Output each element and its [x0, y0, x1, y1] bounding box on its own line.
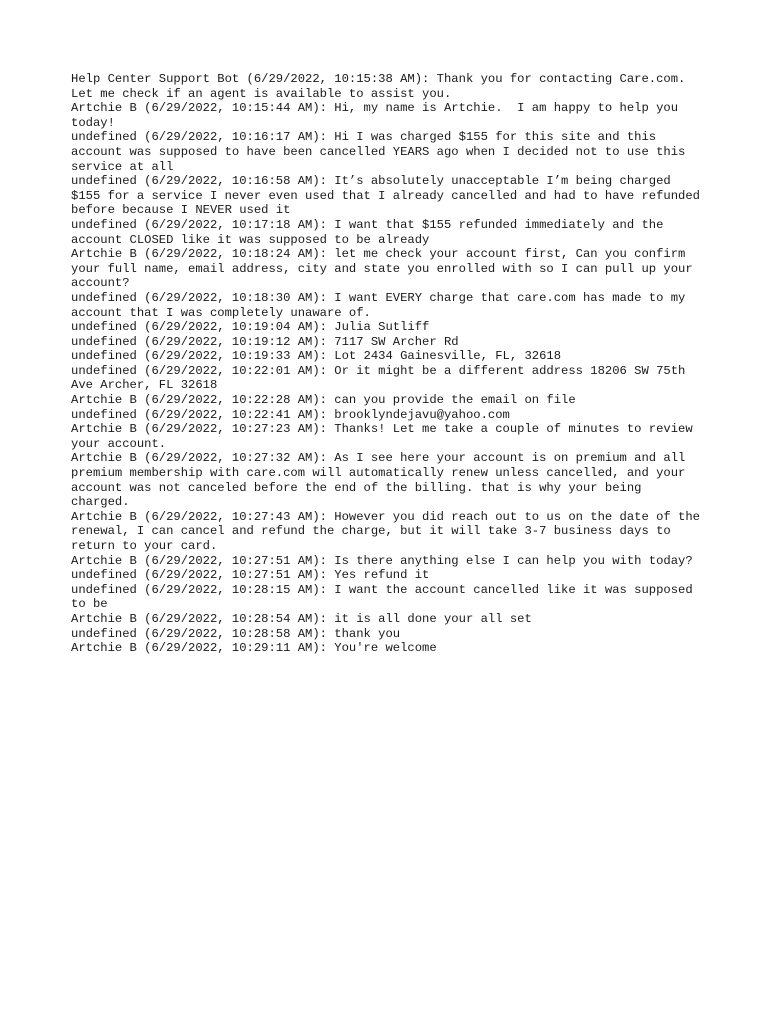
transcript-line: undefined (6/29/2022, 10:19:33 AM): Lot 2434 Gainesville, FL, 32618	[71, 349, 562, 364]
transcript-line: Artchie B (6/29/2022, 10:27:43 AM): However you did reach out to us on the date of the renewal, I can cancel and refund the charge, but it will take 3-7 business days to return to your card.	[71, 509, 708, 553]
transcript-line: undefined (6/29/2022, 10:22:41 AM): brooklyndejavu@yahoo.com	[71, 407, 510, 422]
transcript-line: Artchie B (6/29/2022, 10:28:54 AM): it is all done your all set	[71, 611, 532, 626]
transcript-line: undefined (6/29/2022, 10:16:58 AM): It’s absolutely unacceptable I’m being charged $155 for a service I never even used that I already cancelled and had to have refunded before because I NEVER used it	[71, 174, 708, 218]
transcript-line: Artchie B (6/29/2022, 10:18:24 AM): let me check your account first, Can you confirm your full name, email address, city and state you enrolled with so I can pull up your account?	[71, 247, 700, 291]
transcript-line: undefined (6/29/2022, 10:18:30 AM): I want EVERY charge that care.com has made to my account that I was completely unaware of.	[71, 290, 693, 320]
chat-transcript	[71, 72, 708, 656]
transcript-line: undefined (6/29/2022, 10:16:17 AM): Hi I was charged $155 for this site and this account was supposed to have been cancelled YEARS ago when I decided not to use this service at all	[71, 130, 693, 174]
transcript-line: Artchie B (6/29/2022, 10:27:23 AM): Thanks! Let me take a couple of minutes to review your account.	[71, 422, 700, 451]
transcript-line: undefined (6/29/2022, 10:19:04 AM): Julia Sutliff	[71, 320, 430, 335]
transcript-line: undefined (6/29/2022, 10:28:58 AM): thank you	[71, 626, 401, 641]
transcript-line: Artchie B (6/29/2022, 10:15:44 AM): Hi, my name is Artchie. I am happy to help you today!	[71, 101, 686, 130]
transcript-line: Help Center Support Bot (6/29/2022, 10:15:38 AM): Thank you for contacting Care.com. Let me check if an agent is available to assist you.	[71, 72, 693, 101]
transcript-line: undefined (6/29/2022, 10:27:51 AM): Yes refund it	[71, 568, 430, 583]
transcript-line: Artchie B (6/29/2022, 10:22:28 AM): can you provide the email on file	[71, 393, 576, 408]
transcript-line: Artchie B (6/29/2022, 10:27:32 AM): As I see here your account is on premium and all premium membership with care.com will automatically renew unless cancelled, and your account was not canceled before the end of the billing. that is why your being charged.	[71, 451, 693, 510]
transcript-line: undefined (6/29/2022, 10:22:01 AM): Or it might be a different address 18206 SW 75th Ave Archer, FL 32618	[71, 363, 693, 393]
transcript-line: undefined (6/29/2022, 10:19:12 AM): 7117 SW Archer Rd	[71, 334, 459, 349]
transcript-line: undefined (6/29/2022, 10:28:15 AM): I want the account cancelled like it was supposed to be	[71, 582, 700, 612]
transcript-line: Artchie B (6/29/2022, 10:29:11 AM): You're welcome	[71, 641, 437, 656]
transcript-line: undefined (6/29/2022, 10:17:18 AM): I want that $155 refunded immediately and the account CLOSED like it was supposed to be already	[71, 217, 671, 247]
transcript-line: Artchie B (6/29/2022, 10:27:51 AM): Is there anything else I can help you with today?	[71, 553, 693, 568]
